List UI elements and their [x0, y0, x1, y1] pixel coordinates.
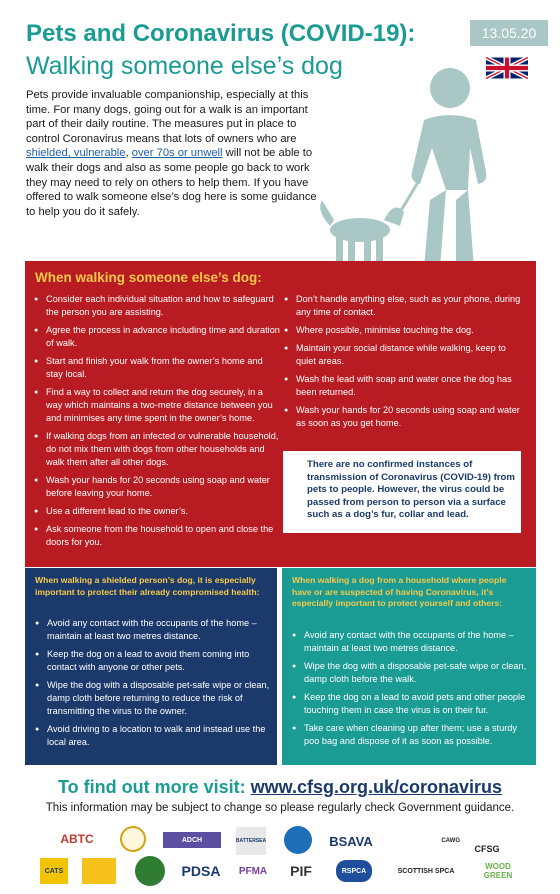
- pdsa-logo: PDSA: [181, 862, 221, 879]
- list-item: ● Avoid driving to a location to walk and instead use the local area.: [35, 723, 271, 749]
- wood-green-logo: WOOD GREEN: [483, 862, 513, 880]
- cfsg-logo: CFSG: [474, 844, 500, 854]
- list-item: ● Avoid any contact with the occupants of the home – maintain at least two metres distance.: [292, 629, 528, 655]
- walking-guidance-heading: When walking someone else’s dog:: [35, 270, 262, 285]
- walking-guidance-right-list: [284, 293, 524, 435]
- round-seal-logo: [120, 826, 146, 852]
- cawg-logo: CAWG: [441, 837, 460, 844]
- list-item: ● Wash your hands for 20 seconds using soap and water as soon as you get home.: [284, 404, 524, 430]
- list-item: ● Don’t handle anything else, such as your phone, during any time of contact.: [284, 293, 524, 319]
- page-subtitle: Walking someone else’s dog: [26, 52, 343, 80]
- shielded-guidance-list: [35, 617, 271, 754]
- list-item: ● If walking dogs from an infected or vulnerable household, do not mix them with dogs from other households and walk them after all other dogs.: [34, 430, 280, 469]
- cats-protection-logo: CATS: [40, 858, 68, 884]
- list-item: ● Wash your hands for 20 seconds using soap and water before leaving your home.: [34, 474, 280, 500]
- list-item: ● Wipe the dog with a disposable pet-safe wipe or clean, damp cloth before the walk.: [292, 660, 528, 686]
- pfma-logo: PFMA: [238, 865, 268, 877]
- intro-text: Pets provide invaluable companionship, especially at this time. For many dogs, going out for a walk is an important part of their daily routine. The measures put in place to control Coronavirus means that lots of owners who are: [26, 89, 309, 145]
- infected-household-guidance-list: [292, 629, 528, 753]
- list-item: ● Start and finish your walk from the owner’s home and stay local.: [34, 355, 280, 381]
- list-item: ● Agree the process in advance including time and duration of walk.: [34, 324, 280, 350]
- adch-logo: ADCH: [163, 832, 221, 848]
- list-item: ● Take care when cleaning up after them; use a sturdy poo bag and dispose of it as soon as possible.: [292, 722, 528, 748]
- list-item: ● Find a way to collect and return the dog securely, in a way which maintains a two-metre distance between you and minimises any time spent in the owner’s home.: [34, 386, 280, 425]
- date-badge: 13.05.20: [470, 20, 548, 46]
- link-over-70s-unwell[interactable]: over 70s or unwell: [131, 147, 223, 160]
- intro-text-end: will not be able to walk their dogs and also as some people go back to work they may need to rely on others to help them. If you have offered to walk someone else’s dog here is some guidance to help you do it safely.: [26, 147, 317, 218]
- transmission-notice-text: There are no confirmed instances of transmission of Coronavirus (COVID-19) from pets to people. However, the virus could be passed from person to person via a surface such as a dog’s fur, collar and lead.: [307, 459, 515, 521]
- link-shielded-vulnerable[interactable]: shielded, vulnerable: [26, 147, 126, 160]
- walking-guidance-left-list: [34, 293, 280, 554]
- list-item: ● Wipe the dog with a disposable pet-safe wipe or clean, damp cloth before returning to reduce the risk of transmitting the virus to the owner.: [35, 679, 271, 718]
- disclaimer-text: This information may be subject to change so please regularly check Government guidance.: [45, 802, 515, 814]
- list-item: ● Maintain your social distance while walking, keep to quiet areas.: [284, 342, 524, 368]
- bsava-logo: BSAVA: [329, 833, 373, 849]
- list-item: ● Consider each individual situation and how to safeguard the person you are assisting.: [34, 293, 280, 319]
- person-walking-dog-icon: [300, 60, 550, 275]
- scottish-spca-logo: SCOTTISH SPCA: [397, 867, 455, 875]
- list-item: ● Where possible, minimise touching the dog.: [284, 324, 524, 337]
- pif-logo: PIF: [290, 862, 312, 879]
- more-info-line: [0, 777, 560, 798]
- blue-cross-logo: [284, 826, 312, 854]
- more-info-label: To find out more visit:: [57, 777, 251, 797]
- rspca-logo: RSPCA: [336, 860, 372, 882]
- list-item: ● Keep the dog on a lead to avoid pets and other people touching them in case the virus is on their fur.: [292, 691, 528, 717]
- list-item: ● Ask someone from the household to open and close the doors for you.: [34, 523, 280, 549]
- cfsg-coronavirus-link[interactable]: www.cfsg.org.uk/coronavirus: [250, 777, 503, 797]
- list-item: ● Use a different lead to the owner’s.: [34, 505, 280, 518]
- page-title: Pets and Coronavirus (COVID-19):: [26, 20, 416, 47]
- abtc-logo: ABTC: [60, 831, 94, 846]
- shielded-guidance-heading: When walking a shielded person’s dog, it is especially important to protect their already compromised health:: [35, 575, 260, 597]
- intro-separator: ,: [125, 147, 132, 160]
- infected-household-guidance-heading: When walking a dog from a household where people have or are suspected of having Coronavirus, it’s especially important to protect yourself and others:: [292, 575, 507, 609]
- list-item: ● Avoid any contact with the occupants of the home – maintain at least two metres distance.: [35, 617, 271, 643]
- list-item: ● Keep the dog on a lead to avoid them coming into contact with anyone or other pets.: [35, 648, 271, 674]
- list-item: ● Wash the lead with soap and water once the dog has been returned.: [284, 373, 524, 399]
- green-charity-logo: [135, 856, 165, 886]
- dogs-trust-logo: [82, 858, 116, 884]
- battersea-logo: BATTERSEA: [236, 827, 266, 855]
- intro-paragraph: [26, 88, 326, 219]
